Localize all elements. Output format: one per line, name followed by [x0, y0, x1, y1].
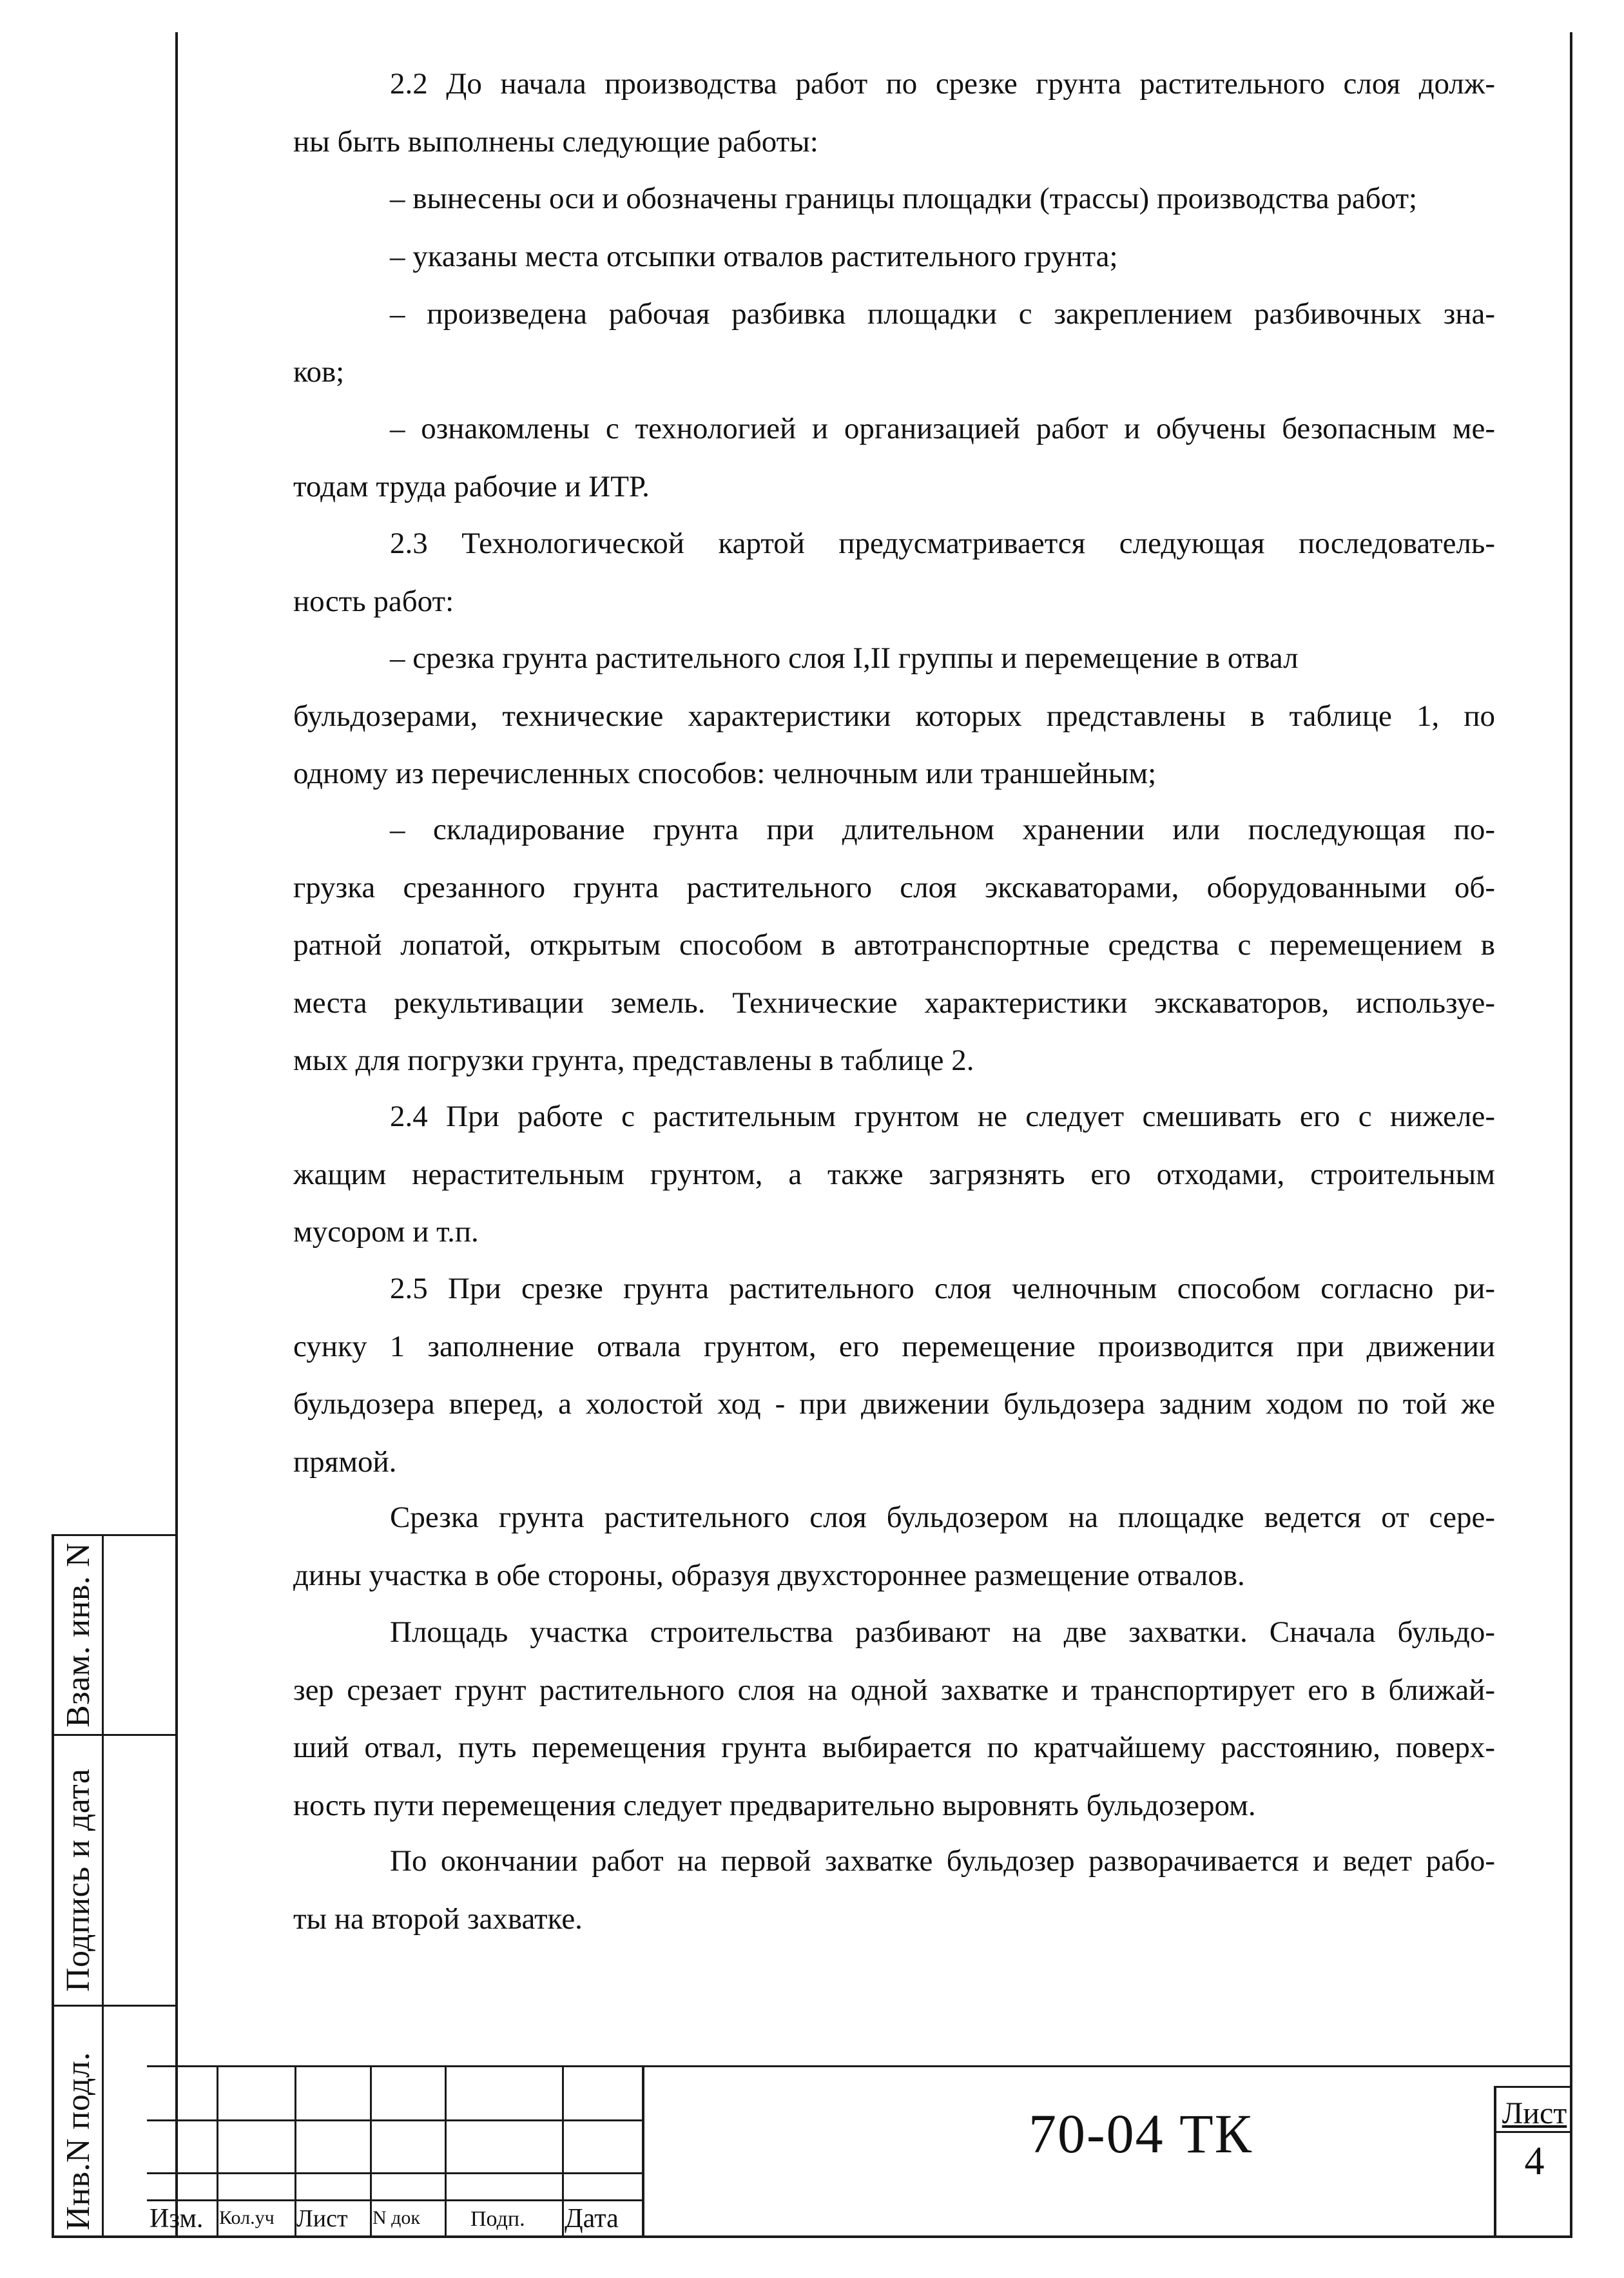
- text-line: – ознакомлены с технологией и организацией работ и обучены безопасным ме-: [390, 412, 1495, 445]
- side-stamp-vzam-inv: Взам. инв. N: [60, 1543, 97, 1728]
- bullet-dump-places: [293, 228, 1495, 286]
- title-block-col-3: [370, 2065, 372, 2237]
- bullet-training: [293, 400, 1495, 516]
- text-line: – указаны места отсыпки отвалов растительного грунта;: [390, 240, 1118, 273]
- text-line: грузка срезанного грунта растительного слоя экскаваторами, оборудованными об-: [293, 870, 1495, 904]
- title-block-row-line-1: [147, 2119, 643, 2121]
- text-line: ность пути перемещения следует предварительно выровнять бульдозером.: [293, 1788, 1256, 1822]
- text-line: ты на второй захватке.: [293, 1902, 583, 1936]
- text-line: одному из перечисленных способов: челночным или траншейным;: [293, 757, 1157, 790]
- text-line: мусором и т.п.: [293, 1215, 479, 1249]
- text-line: 2.2 До начала производства работ по срезке грунта растительного слоя долж-: [390, 67, 1495, 101]
- text-line: ший отвал, путь перемещения грунта выбирается по кратчайшему расстоянию, поверх-: [293, 1731, 1495, 1764]
- sheet-label: Лист: [1502, 2096, 1567, 2130]
- title-block-col-4: [445, 2065, 447, 2237]
- paragraph-2-2: [293, 55, 1495, 171]
- title-block-list: Лист: [296, 2205, 348, 2232]
- text-line: 2.5 При срезке грунта растительного слоя челночным способом согласно ри-: [390, 1272, 1495, 1305]
- title-block-col-1: [217, 2065, 218, 2237]
- side-stamp-outer-line: [52, 1534, 54, 2237]
- sheet-number: 4: [1524, 2139, 1545, 2183]
- side-stamp-inner-line: [102, 1534, 104, 2237]
- title-block-col-5: [562, 2065, 564, 2237]
- frame-right-border: [1570, 32, 1572, 2237]
- sheet-box-top: [1494, 2086, 1572, 2088]
- paragraph-2-4: [293, 1088, 1495, 1261]
- text-line: тодам труда рабочие и ИТР.: [293, 469, 650, 503]
- side-stamp-divider-1: [52, 1734, 178, 1736]
- title-block-top-line: [147, 2065, 1572, 2067]
- frame-left-border: [175, 32, 178, 2237]
- paragraph-cutting-center: [293, 1489, 1495, 1604]
- side-stamp-inv-podl: Инв.N подл.: [60, 2052, 97, 2230]
- text-line: места рекультивации земель. Технические характеристики экскаваторов, используе-: [293, 986, 1495, 1020]
- text-line: – произведена рабочая разбивка площадки с закреплением разбивочных зна-: [390, 297, 1495, 331]
- text-line: жащим нерастительным грунтом, а также загрязнять его отходами, строительным: [293, 1157, 1495, 1191]
- title-block-izm: Изм.: [150, 2204, 204, 2234]
- bullet-storage: [293, 801, 1495, 1090]
- title-block-row-line-3: [147, 2199, 643, 2201]
- text-line: По окончании работ на первой захватке бульдозер разворачивается и ведет рабо-: [390, 1844, 1495, 1878]
- text-line: ность работ:: [293, 584, 454, 618]
- paragraph-second-section: [293, 1833, 1495, 1948]
- side-stamp-podpis-data: Подпись и дата: [60, 1768, 97, 1992]
- text-line: 2.4 При работе с растительным грунтом не следует смешивать его с нижеле-: [390, 1100, 1495, 1133]
- text-line: дины участка в обе стороны, образуя двухстороннее размещение отвалов.: [293, 1558, 1245, 1592]
- text-line: бульдозерами, технические характеристики которых представлены в таблице 1, по: [293, 699, 1495, 733]
- sheet-box-left: [1494, 2086, 1496, 2237]
- bullet-axes: [293, 170, 1495, 228]
- bullet-cutting: [293, 630, 1495, 803]
- text-line: ратной лопатой, открытым способом в автотранспортные средства с перемещением в: [293, 928, 1495, 962]
- paragraph-2-5: [293, 1260, 1495, 1491]
- text-line: ны быть выполнены следующие работы:: [293, 124, 818, 159]
- title-block-podp: Подп.: [470, 2207, 525, 2231]
- text-line: зер срезает грунт растительного слоя на одной захватке и транспортирует его в ближай-: [293, 1673, 1495, 1707]
- side-stamp-divider-2: [52, 2005, 178, 2007]
- side-stamp-top-line: [52, 1534, 178, 1536]
- text-line: 2.3 Технологической картой предусматривается следующая последователь-: [390, 527, 1495, 560]
- title-block-col-6: [642, 2065, 644, 2237]
- bullet-layout: [293, 286, 1495, 401]
- title-block-data: Дата: [565, 2204, 619, 2234]
- text-line: сунку 1 заполнение отвала грунтом, его перемещение производится при движении: [293, 1329, 1495, 1363]
- title-block-row-line-2: [147, 2172, 643, 2174]
- text-line: Срезка грунта растительного слоя бульдозером на площадке ведется от сере-: [390, 1501, 1495, 1534]
- text-line: прямой.: [293, 1445, 397, 1479]
- text-line: – вынесены оси и обозначены границы площадки (трассы) производства работ;: [390, 182, 1418, 215]
- paragraph-two-sections: [293, 1604, 1495, 1835]
- title-block-koluch: Кол.уч: [219, 2207, 275, 2228]
- document-code: 70-04 ТК: [1028, 2103, 1253, 2165]
- text-line: бульдозера вперед, а холостой ход - при движении бульдозера задним ходом по той же: [293, 1387, 1495, 1421]
- text-line: мых для погрузки грунта, представлены в таблице 2.: [293, 1044, 974, 1077]
- sheet-box-mid: [1494, 2131, 1572, 2133]
- text-line: – срезка грунта растительного слоя I,II группы и перемещение в отвал: [390, 641, 1299, 675]
- title-block-n-dok: N док: [372, 2207, 421, 2228]
- text-line: – складирование грунта при длительном хранении или последующая по-: [390, 813, 1495, 846]
- text-line: Площадь участка строительства разбивают на две захватки. Сначала бульдо-: [390, 1615, 1495, 1649]
- text-line: ков;: [293, 355, 345, 389]
- paragraph-2-3: [293, 515, 1495, 630]
- frame-bottom-border: [52, 2235, 1572, 2238]
